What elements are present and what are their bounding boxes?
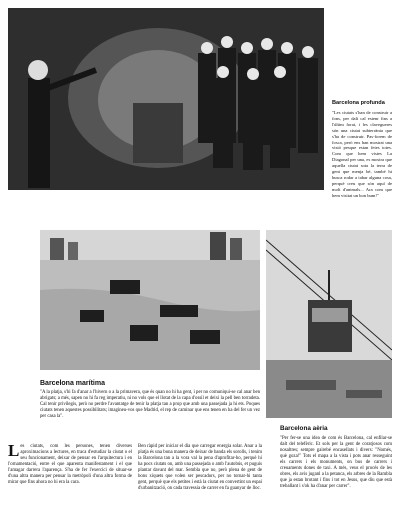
section-heading-aeria: Barcelona aèria <box>280 425 328 432</box>
section-heading-profunda: Barcelona profunda <box>332 100 385 106</box>
cable-car-photo <box>266 230 392 418</box>
aeria-text: "Per fer-se una idea de com és Barcelona, cal enfilar-se dalt del telefèric. Et sols per la gent de coratjosos com nosaltres; sempre gairebé encasellats i divers: "Només, què goza!" Tots el mapa a la vista i pots anar resseguint els carrers i els monuments, on bus de carrers i creuaments dones de taxi. A més, veus el procés de les obres, els avis juganl a la petanca, els arbres de la Rambla que ja estan brotant i fins i tot en Jesus, que diu que està treballant i s'ok ha d'anar per carrer". <box>280 436 392 489</box>
cable-car-photo-image <box>266 230 392 418</box>
sidebar-text: "Les ciutats s'han de construir a fons, per dalt cal estenr fins a l'últim forat, i les clavegueres són una ciutat subterrània que s'ha de construir. Pas-forem de fosca, però ens han mostrat una visió pesque estan fetes totes. Com que hem vistes La Diagonal per una, es mostra que aquella ciutat sota la terra de gent que menja bé, també hi busca rodar a tabar alguna cosa, perquè creu que són aquí de molt d'animals... Ara com que hem visitat un bon bum!" <box>332 110 392 198</box>
body-column-2: Ben ràpid per iniciar el dia que carregar energia solar. Anar a la platja és una bona manera de deixar de banda els sorolls, i tenim la Barcelona tan a la vora val la pena d'aprofitar-ho, perquè hi ha pocs ciutats on, amb una passejada o amb l'autobús, et puguis plantar davant del mar. Sembla que no, però plena de gent de bons xiquets que volen ser pescadors, per no tornar-hi tanta gent, perquè que els petites i està la ciutat en convertint un espai d'urbanització, on cada travessia de carrer en fa guanyar de lloc. <box>138 444 262 491</box>
tunnel-photo <box>8 8 324 190</box>
drop-cap: L <box>8 441 20 460</box>
body-column-1 <box>8 441 132 486</box>
beach-photo-image <box>40 230 260 370</box>
beach-caption: "A la platja, s'hi fa d'anar a l'hivern o a la primavera, que és quan no hi ha gent, i per no comuniqui-se cal anar ben abrigats; a més, sapen no hi fa reg imperatiu, ni no vols que el llotat de la capa d'ossil et deixi la pell ben torradeta. Cal tenir privilegis, però no perdre l'avantatge de tenir la platja tan a prop que amb una passejada ja hi ets. Poques ciutats tenen aquestes possibilitats; imagineu-vos que Madrid, el rep de caminar que ens tenen en ha del fer un vez per casa la". <box>40 390 260 419</box>
body-column-1-text: es ciutats, com les persones, tenen diverses aproximacions a lectures, en traca d'estudiar la ciutat o el seu funcionament, deixar de pensar en l'arquitectura i en l'ornamentació, entre el que aparenta manifestament i el que l'amagar darrera l'aparença. S'ha de fer l'exercici de situar-se d'una altra manera per pensar la metròpoli d'una altra forma de mirar que fins ahora no hi era la cara. <box>8 444 132 485</box>
tunnel-photo-image <box>8 8 324 190</box>
beach-photo <box>40 230 260 370</box>
section-heading-maritima: Barcelona marítima <box>40 380 105 387</box>
